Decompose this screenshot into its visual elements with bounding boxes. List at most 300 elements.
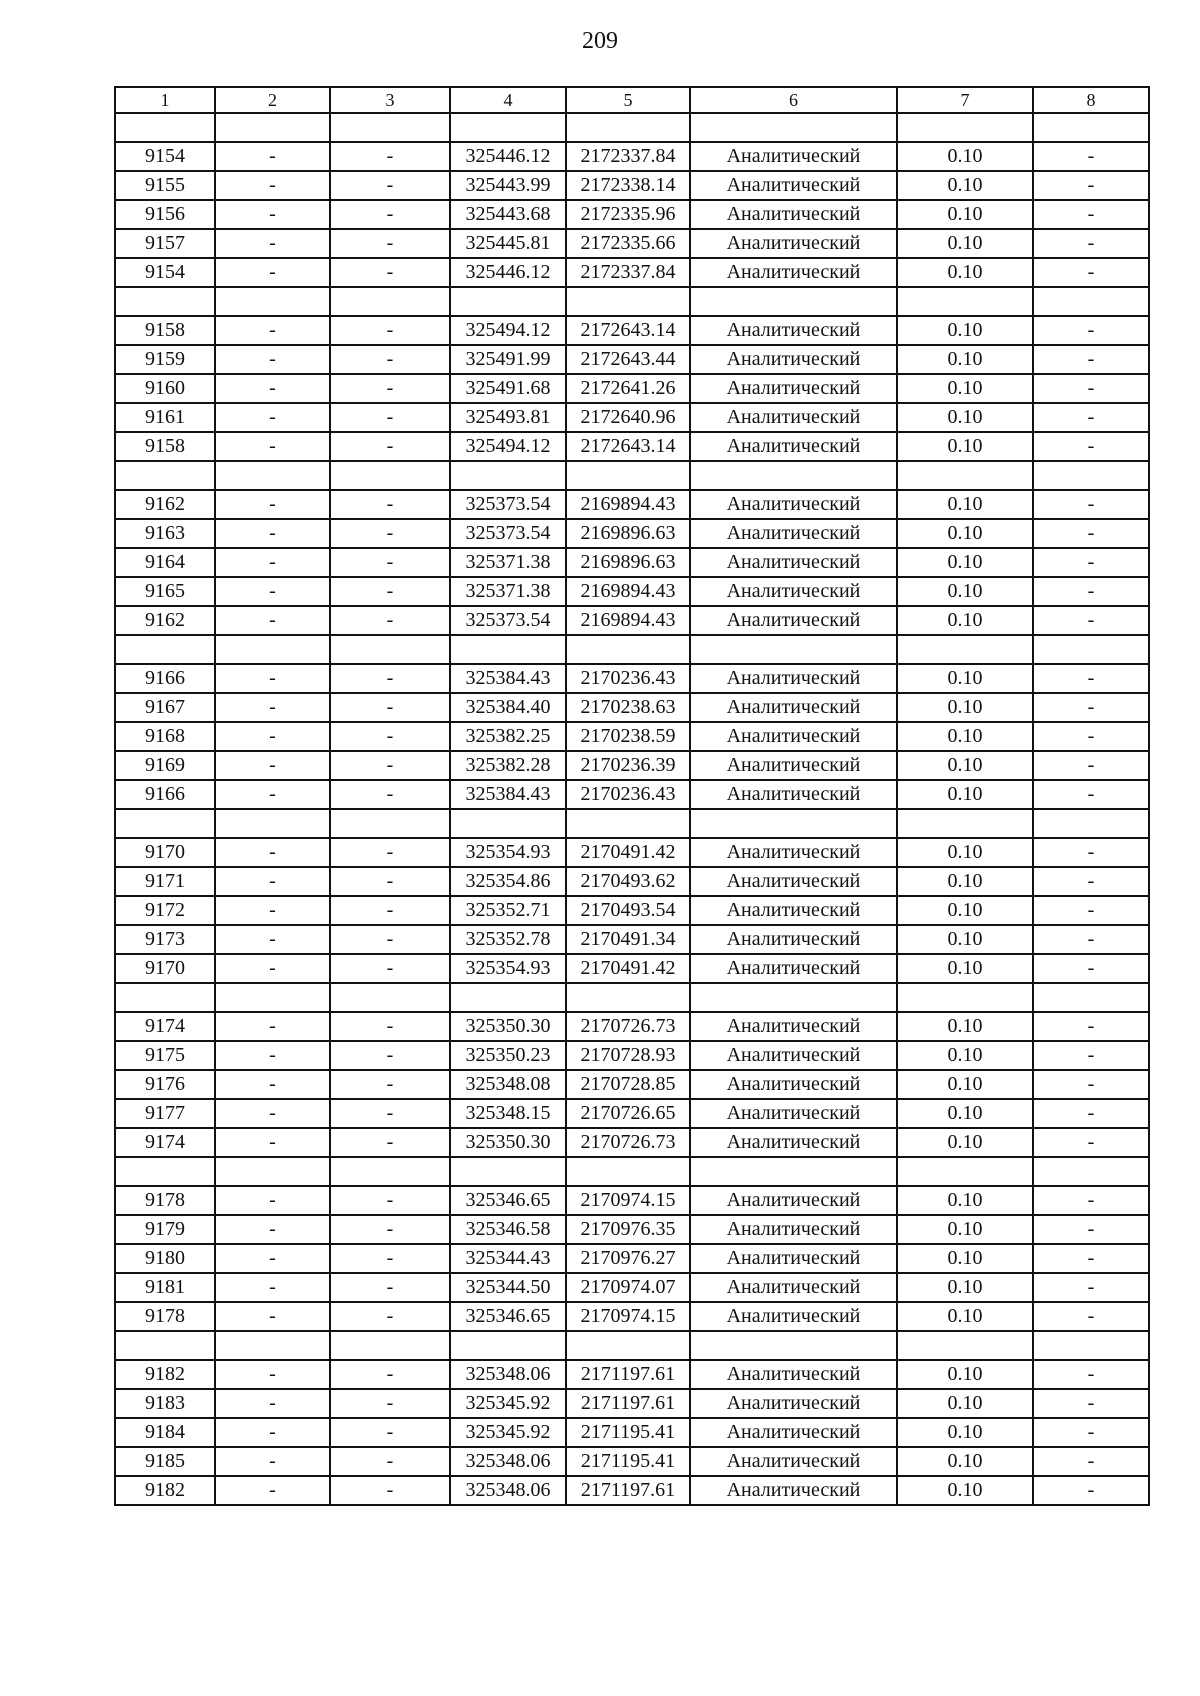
col-2-cell: - xyxy=(215,1273,330,1302)
col-2-cell: - xyxy=(215,1389,330,1418)
col-8-cell: - xyxy=(1033,316,1149,345)
table-row xyxy=(115,606,1149,635)
blank-separator-row xyxy=(115,287,1149,316)
empty-cell xyxy=(330,113,450,142)
y-coordinate-cell: 2170976.27 xyxy=(566,1244,690,1273)
col-8-cell: - xyxy=(1033,432,1149,461)
table-row xyxy=(115,258,1149,287)
method-cell: Аналитический xyxy=(690,1041,897,1070)
accuracy-cell: 0.10 xyxy=(897,693,1033,722)
method-cell: Аналитический xyxy=(690,1128,897,1157)
method-cell: Аналитический xyxy=(690,751,897,780)
point-number-cell: 9180 xyxy=(115,1244,215,1273)
accuracy-cell: 0.10 xyxy=(897,1244,1033,1273)
method-cell: Аналитический xyxy=(690,1389,897,1418)
col-8-cell: - xyxy=(1033,142,1149,171)
empty-cell xyxy=(690,461,897,490)
method-cell: Аналитический xyxy=(690,1273,897,1302)
method-cell: Аналитический xyxy=(690,258,897,287)
point-number-cell: 9164 xyxy=(115,548,215,577)
col-8-cell: - xyxy=(1033,1273,1149,1302)
y-coordinate-cell: 2169896.63 xyxy=(566,548,690,577)
col-2-cell: - xyxy=(215,751,330,780)
point-number-cell: 9163 xyxy=(115,519,215,548)
col-8-cell: - xyxy=(1033,664,1149,693)
accuracy-cell: 0.10 xyxy=(897,432,1033,461)
method-cell: Аналитический xyxy=(690,200,897,229)
y-coordinate-cell: 2170491.42 xyxy=(566,838,690,867)
table-row xyxy=(115,548,1149,577)
col-2-cell: - xyxy=(215,1012,330,1041)
table-row xyxy=(115,1186,1149,1215)
empty-cell xyxy=(897,983,1033,1012)
accuracy-cell: 0.10 xyxy=(897,925,1033,954)
empty-cell xyxy=(897,809,1033,838)
col-2-cell: - xyxy=(215,896,330,925)
method-cell: Аналитический xyxy=(690,490,897,519)
x-coordinate-cell: 325348.06 xyxy=(450,1360,566,1389)
y-coordinate-cell: 2170491.34 xyxy=(566,925,690,954)
empty-cell xyxy=(450,287,566,316)
empty-cell xyxy=(1033,1331,1149,1360)
x-coordinate-cell: 325494.12 xyxy=(450,432,566,461)
method-cell: Аналитический xyxy=(690,1215,897,1244)
point-number-cell: 9169 xyxy=(115,751,215,780)
y-coordinate-cell: 2172643.14 xyxy=(566,432,690,461)
col-3-cell: - xyxy=(330,490,450,519)
col-2-cell: - xyxy=(215,171,330,200)
accuracy-cell: 0.10 xyxy=(897,1447,1033,1476)
method-cell: Аналитический xyxy=(690,1447,897,1476)
empty-cell xyxy=(566,1157,690,1186)
accuracy-cell: 0.10 xyxy=(897,606,1033,635)
col-2-cell: - xyxy=(215,229,330,258)
x-coordinate-cell: 325354.93 xyxy=(450,954,566,983)
y-coordinate-cell: 2172641.26 xyxy=(566,374,690,403)
col-3-cell: - xyxy=(330,374,450,403)
table-row xyxy=(115,1041,1149,1070)
table-row xyxy=(115,403,1149,432)
col-3-cell: - xyxy=(330,519,450,548)
empty-cell xyxy=(450,809,566,838)
column-header: 5 xyxy=(566,87,690,113)
method-cell: Аналитический xyxy=(690,229,897,258)
col-3-cell: - xyxy=(330,780,450,809)
col-3-cell: - xyxy=(330,316,450,345)
col-8-cell: - xyxy=(1033,1244,1149,1273)
method-cell: Аналитический xyxy=(690,1418,897,1447)
empty-cell xyxy=(1033,635,1149,664)
col-2-cell: - xyxy=(215,519,330,548)
page-number: 209 xyxy=(582,28,618,54)
method-cell: Аналитический xyxy=(690,403,897,432)
x-coordinate-cell: 325373.54 xyxy=(450,519,566,548)
col-2-cell: - xyxy=(215,867,330,896)
empty-cell xyxy=(115,1157,215,1186)
col-3-cell: - xyxy=(330,1447,450,1476)
col-3-cell: - xyxy=(330,142,450,171)
x-coordinate-cell: 325443.68 xyxy=(450,200,566,229)
point-number-cell: 9183 xyxy=(115,1389,215,1418)
x-coordinate-cell: 325348.15 xyxy=(450,1099,566,1128)
table-row xyxy=(115,1244,1149,1273)
x-coordinate-cell: 325494.12 xyxy=(450,316,566,345)
y-coordinate-cell: 2170491.42 xyxy=(566,954,690,983)
y-coordinate-cell: 2171197.61 xyxy=(566,1476,690,1505)
y-coordinate-cell: 2169894.43 xyxy=(566,577,690,606)
col-3-cell: - xyxy=(330,606,450,635)
col-2-cell: - xyxy=(215,142,330,171)
method-cell: Аналитический xyxy=(690,1360,897,1389)
empty-cell xyxy=(215,809,330,838)
y-coordinate-cell: 2170236.39 xyxy=(566,751,690,780)
y-coordinate-cell: 2170974.15 xyxy=(566,1302,690,1331)
empty-cell xyxy=(566,461,690,490)
empty-cell xyxy=(330,1331,450,1360)
column-header: 7 xyxy=(897,87,1033,113)
y-coordinate-cell: 2170236.43 xyxy=(566,780,690,809)
y-coordinate-cell: 2171197.61 xyxy=(566,1389,690,1418)
empty-cell xyxy=(215,1157,330,1186)
blank-separator-row xyxy=(115,635,1149,664)
x-coordinate-cell: 325443.99 xyxy=(450,171,566,200)
method-cell: Аналитический xyxy=(690,374,897,403)
col-2-cell: - xyxy=(215,1302,330,1331)
empty-cell xyxy=(566,1331,690,1360)
point-number-cell: 9162 xyxy=(115,490,215,519)
col-2-cell: - xyxy=(215,1070,330,1099)
x-coordinate-cell: 325382.25 xyxy=(450,722,566,751)
col-3-cell: - xyxy=(330,1128,450,1157)
col-3-cell: - xyxy=(330,258,450,287)
col-3-cell: - xyxy=(330,896,450,925)
point-number-cell: 9184 xyxy=(115,1418,215,1447)
col-3-cell: - xyxy=(330,1273,450,1302)
empty-cell xyxy=(450,635,566,664)
col-3-cell: - xyxy=(330,1186,450,1215)
table-row xyxy=(115,1012,1149,1041)
empty-cell xyxy=(330,461,450,490)
table-row xyxy=(115,142,1149,171)
accuracy-cell: 0.10 xyxy=(897,374,1033,403)
point-number-cell: 9178 xyxy=(115,1186,215,1215)
col-2-cell: - xyxy=(215,1099,330,1128)
empty-cell xyxy=(115,287,215,316)
accuracy-cell: 0.10 xyxy=(897,664,1033,693)
blank-separator-row xyxy=(115,1331,1149,1360)
col-8-cell: - xyxy=(1033,838,1149,867)
col-8-cell: - xyxy=(1033,1128,1149,1157)
method-cell: Аналитический xyxy=(690,171,897,200)
accuracy-cell: 0.10 xyxy=(897,258,1033,287)
col-2-cell: - xyxy=(215,1476,330,1505)
empty-cell xyxy=(897,1331,1033,1360)
method-cell: Аналитический xyxy=(690,838,897,867)
accuracy-cell: 0.10 xyxy=(897,780,1033,809)
empty-cell xyxy=(450,461,566,490)
col-2-cell: - xyxy=(215,664,330,693)
col-8-cell: - xyxy=(1033,229,1149,258)
point-number-cell: 9181 xyxy=(115,1273,215,1302)
table-row xyxy=(115,1360,1149,1389)
col-8-cell: - xyxy=(1033,751,1149,780)
empty-cell xyxy=(215,983,330,1012)
y-coordinate-cell: 2170728.85 xyxy=(566,1070,690,1099)
method-cell: Аналитический xyxy=(690,1099,897,1128)
method-cell: Аналитический xyxy=(690,1302,897,1331)
column-header: 4 xyxy=(450,87,566,113)
y-coordinate-cell: 2170238.63 xyxy=(566,693,690,722)
col-3-cell: - xyxy=(330,345,450,374)
x-coordinate-cell: 325345.92 xyxy=(450,1389,566,1418)
col-8-cell: - xyxy=(1033,1070,1149,1099)
point-number-cell: 9165 xyxy=(115,577,215,606)
accuracy-cell: 0.10 xyxy=(897,345,1033,374)
accuracy-cell: 0.10 xyxy=(897,548,1033,577)
col-3-cell: - xyxy=(330,200,450,229)
col-8-cell: - xyxy=(1033,403,1149,432)
y-coordinate-cell: 2171195.41 xyxy=(566,1418,690,1447)
empty-cell xyxy=(690,113,897,142)
point-number-cell: 9156 xyxy=(115,200,215,229)
method-cell: Аналитический xyxy=(690,316,897,345)
accuracy-cell: 0.10 xyxy=(897,519,1033,548)
col-3-cell: - xyxy=(330,403,450,432)
point-number-cell: 9174 xyxy=(115,1128,215,1157)
table-row xyxy=(115,519,1149,548)
table-row xyxy=(115,1099,1149,1128)
point-number-cell: 9174 xyxy=(115,1012,215,1041)
accuracy-cell: 0.10 xyxy=(897,1273,1033,1302)
point-number-cell: 9185 xyxy=(115,1447,215,1476)
accuracy-cell: 0.10 xyxy=(897,403,1033,432)
x-coordinate-cell: 325373.54 xyxy=(450,606,566,635)
table-row xyxy=(115,925,1149,954)
point-number-cell: 9179 xyxy=(115,1215,215,1244)
method-cell: Аналитический xyxy=(690,1476,897,1505)
col-8-cell: - xyxy=(1033,722,1149,751)
point-number-cell: 9157 xyxy=(115,229,215,258)
y-coordinate-cell: 2170974.15 xyxy=(566,1186,690,1215)
table-row xyxy=(115,1447,1149,1476)
col-8-cell: - xyxy=(1033,1012,1149,1041)
blank-separator-row xyxy=(115,983,1149,1012)
y-coordinate-cell: 2172337.84 xyxy=(566,258,690,287)
x-coordinate-cell: 325346.58 xyxy=(450,1215,566,1244)
col-2-cell: - xyxy=(215,1186,330,1215)
col-8-cell: - xyxy=(1033,925,1149,954)
point-number-cell: 9158 xyxy=(115,316,215,345)
empty-cell xyxy=(115,113,215,142)
empty-cell xyxy=(115,983,215,1012)
accuracy-cell: 0.10 xyxy=(897,954,1033,983)
empty-cell xyxy=(115,1331,215,1360)
col-3-cell: - xyxy=(330,1041,450,1070)
empty-cell xyxy=(566,635,690,664)
empty-cell xyxy=(897,113,1033,142)
y-coordinate-cell: 2170974.07 xyxy=(566,1273,690,1302)
y-coordinate-cell: 2169894.43 xyxy=(566,606,690,635)
empty-cell xyxy=(215,113,330,142)
y-coordinate-cell: 2170726.73 xyxy=(566,1012,690,1041)
empty-cell xyxy=(330,287,450,316)
empty-cell xyxy=(450,1157,566,1186)
point-number-cell: 9158 xyxy=(115,432,215,461)
column-header: 3 xyxy=(330,87,450,113)
col-2-cell: - xyxy=(215,1418,330,1447)
method-cell: Аналитический xyxy=(690,577,897,606)
x-coordinate-cell: 325345.92 xyxy=(450,1418,566,1447)
empty-cell xyxy=(1033,809,1149,838)
col-2-cell: - xyxy=(215,200,330,229)
accuracy-cell: 0.10 xyxy=(897,1070,1033,1099)
y-coordinate-cell: 2172643.44 xyxy=(566,345,690,374)
y-coordinate-cell: 2172337.84 xyxy=(566,142,690,171)
col-8-cell: - xyxy=(1033,1041,1149,1070)
column-header: 8 xyxy=(1033,87,1149,113)
x-coordinate-cell: 325352.71 xyxy=(450,896,566,925)
empty-cell xyxy=(897,287,1033,316)
empty-cell xyxy=(690,809,897,838)
empty-cell xyxy=(1033,461,1149,490)
x-coordinate-cell: 325384.40 xyxy=(450,693,566,722)
col-3-cell: - xyxy=(330,664,450,693)
table-row xyxy=(115,867,1149,896)
empty-cell xyxy=(330,983,450,1012)
col-8-cell: - xyxy=(1033,1447,1149,1476)
empty-cell xyxy=(215,461,330,490)
table-row xyxy=(115,1215,1149,1244)
column-header: 6 xyxy=(690,87,897,113)
table-row xyxy=(115,954,1149,983)
col-3-cell: - xyxy=(330,751,450,780)
col-2-cell: - xyxy=(215,432,330,461)
col-3-cell: - xyxy=(330,432,450,461)
empty-cell xyxy=(330,635,450,664)
x-coordinate-cell: 325493.81 xyxy=(450,403,566,432)
empty-cell xyxy=(566,113,690,142)
empty-cell xyxy=(690,1331,897,1360)
empty-cell xyxy=(330,1157,450,1186)
accuracy-cell: 0.10 xyxy=(897,142,1033,171)
point-number-cell: 9171 xyxy=(115,867,215,896)
accuracy-cell: 0.10 xyxy=(897,1041,1033,1070)
col-2-cell: - xyxy=(215,780,330,809)
col-2-cell: - xyxy=(215,722,330,751)
y-coordinate-cell: 2170728.93 xyxy=(566,1041,690,1070)
accuracy-cell: 0.10 xyxy=(897,1128,1033,1157)
col-3-cell: - xyxy=(330,1099,450,1128)
empty-cell xyxy=(1033,983,1149,1012)
empty-cell xyxy=(690,1157,897,1186)
table-body xyxy=(115,87,1149,1505)
header-row xyxy=(115,87,1149,113)
method-cell: Аналитический xyxy=(690,606,897,635)
accuracy-cell: 0.10 xyxy=(897,867,1033,896)
col-3-cell: - xyxy=(330,577,450,606)
empty-cell xyxy=(330,809,450,838)
table-row xyxy=(115,432,1149,461)
y-coordinate-cell: 2170726.73 xyxy=(566,1128,690,1157)
x-coordinate-cell: 325348.06 xyxy=(450,1447,566,1476)
col-2-cell: - xyxy=(215,1128,330,1157)
accuracy-cell: 0.10 xyxy=(897,229,1033,258)
empty-cell xyxy=(450,983,566,1012)
y-coordinate-cell: 2172335.96 xyxy=(566,200,690,229)
col-8-cell: - xyxy=(1033,1215,1149,1244)
col-3-cell: - xyxy=(330,548,450,577)
method-cell: Аналитический xyxy=(690,142,897,171)
accuracy-cell: 0.10 xyxy=(897,1418,1033,1447)
col-2-cell: - xyxy=(215,345,330,374)
col-2-cell: - xyxy=(215,1447,330,1476)
table-row xyxy=(115,577,1149,606)
point-number-cell: 9166 xyxy=(115,664,215,693)
col-2-cell: - xyxy=(215,1360,330,1389)
x-coordinate-cell: 325348.08 xyxy=(450,1070,566,1099)
table-row xyxy=(115,693,1149,722)
method-cell: Аналитический xyxy=(690,780,897,809)
x-coordinate-cell: 325446.12 xyxy=(450,142,566,171)
point-number-cell: 9176 xyxy=(115,1070,215,1099)
coordinates-table xyxy=(114,86,1150,1506)
empty-cell xyxy=(690,287,897,316)
col-3-cell: - xyxy=(330,1360,450,1389)
blank-separator-row xyxy=(115,461,1149,490)
x-coordinate-cell: 325445.81 xyxy=(450,229,566,258)
point-number-cell: 9182 xyxy=(115,1476,215,1505)
table-row xyxy=(115,490,1149,519)
point-number-cell: 9168 xyxy=(115,722,215,751)
point-number-cell: 9173 xyxy=(115,925,215,954)
accuracy-cell: 0.10 xyxy=(897,1389,1033,1418)
point-number-cell: 9162 xyxy=(115,606,215,635)
col-8-cell: - xyxy=(1033,258,1149,287)
x-coordinate-cell: 325491.68 xyxy=(450,374,566,403)
y-coordinate-cell: 2170493.62 xyxy=(566,867,690,896)
empty-cell xyxy=(566,287,690,316)
x-coordinate-cell: 325346.65 xyxy=(450,1302,566,1331)
empty-cell xyxy=(1033,1157,1149,1186)
x-coordinate-cell: 325491.99 xyxy=(450,345,566,374)
accuracy-cell: 0.10 xyxy=(897,896,1033,925)
col-2-cell: - xyxy=(215,490,330,519)
y-coordinate-cell: 2169894.43 xyxy=(566,490,690,519)
accuracy-cell: 0.10 xyxy=(897,838,1033,867)
point-number-cell: 9175 xyxy=(115,1041,215,1070)
col-2-cell: - xyxy=(215,925,330,954)
table-row xyxy=(115,1128,1149,1157)
table-row xyxy=(115,1476,1149,1505)
empty-cell xyxy=(450,1331,566,1360)
x-coordinate-cell: 325352.78 xyxy=(450,925,566,954)
empty-cell xyxy=(897,1157,1033,1186)
method-cell: Аналитический xyxy=(690,1244,897,1273)
accuracy-cell: 0.10 xyxy=(897,200,1033,229)
point-number-cell: 9161 xyxy=(115,403,215,432)
col-3-cell: - xyxy=(330,925,450,954)
x-coordinate-cell: 325350.30 xyxy=(450,1012,566,1041)
point-number-cell: 9182 xyxy=(115,1360,215,1389)
table-row xyxy=(115,1418,1149,1447)
col-2-cell: - xyxy=(215,548,330,577)
empty-cell xyxy=(215,635,330,664)
point-number-cell: 9170 xyxy=(115,954,215,983)
col-2-cell: - xyxy=(215,606,330,635)
col-8-cell: - xyxy=(1033,1418,1149,1447)
table-row xyxy=(115,1302,1149,1331)
method-cell: Аналитический xyxy=(690,693,897,722)
